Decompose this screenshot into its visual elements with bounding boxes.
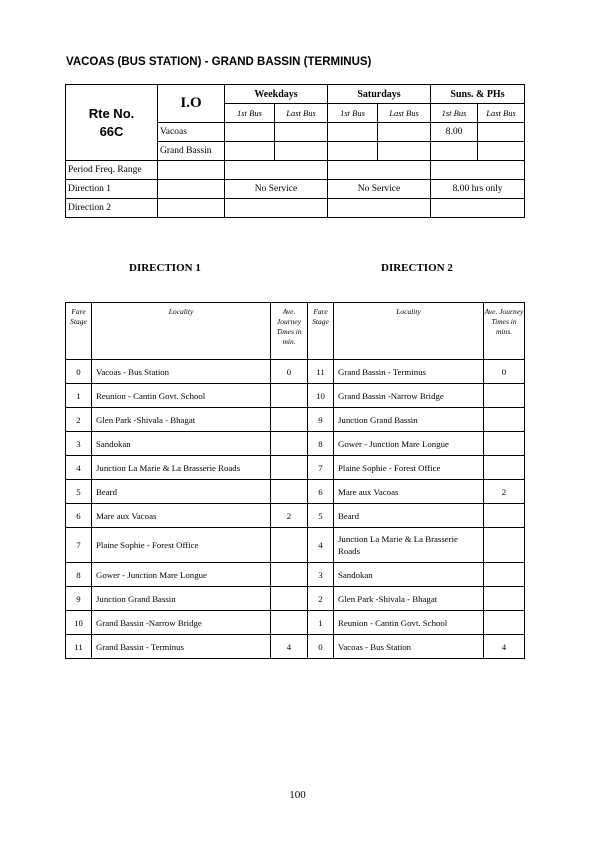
locality-cell: Sandokan <box>334 563 484 587</box>
time-cell <box>275 142 328 161</box>
locality-cell: Grand Bassin - Terminus <box>92 635 271 659</box>
table-row <box>66 408 525 432</box>
locality-cell: Junction La Marie & La Brasserie Roads <box>334 528 484 563</box>
fare-stage-cell: 3 <box>66 432 92 456</box>
fare-stage-cell: 5 <box>66 480 92 504</box>
fare-stage-cell: 2 <box>66 408 92 432</box>
table-row <box>66 384 525 408</box>
time-cell <box>378 123 431 142</box>
journey-time-cell <box>484 528 525 563</box>
empty-cell <box>158 180 225 199</box>
fare-stage-cell: 7 <box>66 528 92 563</box>
time-cell <box>378 142 431 161</box>
empty-cell <box>225 161 328 180</box>
journey-time-cell: 2 <box>484 480 525 504</box>
weekdays-frequency <box>225 199 328 218</box>
fare-stage-cell: 11 <box>308 360 334 384</box>
time-cell <box>328 123 378 142</box>
fare-stage-table <box>65 302 525 659</box>
io-header: I.O <box>158 85 225 123</box>
locality-cell: Grand Bassin -Narrow Bridge <box>92 611 271 635</box>
direction-2-heading: DIRECTION 2 <box>381 262 453 274</box>
weekdays-header: Weekdays <box>225 85 328 104</box>
route-label: Rte No. <box>88 105 135 121</box>
last-bus-header: Last Bus <box>378 104 431 123</box>
journey-time-cell: 0 <box>271 360 308 384</box>
journey-time-cell <box>484 587 525 611</box>
saturdays-header: Saturdays <box>328 85 431 104</box>
locality-cell: Plaine Sophie - Forest Office <box>92 528 271 563</box>
table-row <box>66 611 525 635</box>
fare-stage-cell: 10 <box>308 384 334 408</box>
journey-time-cell <box>271 528 308 563</box>
suns-frequency: 8.00 hrs only <box>431 180 525 199</box>
locality-cell: Glen Park -Shivala - Bhagat <box>334 587 484 611</box>
journey-time-cell <box>271 587 308 611</box>
table-row <box>66 432 525 456</box>
first-bus-header: 1st Bus <box>328 104 378 123</box>
fare-stage-cell: 5 <box>308 504 334 528</box>
journey-time-cell: 4 <box>484 635 525 659</box>
empty-cell <box>158 161 225 180</box>
time-cell <box>275 123 328 142</box>
fare-stage-cell: 4 <box>308 528 334 563</box>
locality-cell: Mare aux Vacoas <box>334 480 484 504</box>
fare-stage-cell: 0 <box>308 635 334 659</box>
locality-cell: Junction Grand Bassin <box>92 587 271 611</box>
saturdays-frequency: No Service <box>328 180 431 199</box>
empty-cell <box>328 161 431 180</box>
fare-table-header <box>66 303 525 360</box>
table-row <box>66 480 525 504</box>
fare-stage-cell: 6 <box>66 504 92 528</box>
weekdays-frequency: No Service <box>225 180 328 199</box>
journey-time-cell <box>271 456 308 480</box>
journey-time-cell <box>484 611 525 635</box>
locality-cell: Vacoas - Bus Station <box>334 635 484 659</box>
fare-stage-cell: 0 <box>66 360 92 384</box>
direction-2-row <box>66 199 525 218</box>
table-row <box>66 360 525 384</box>
first-bus-header: 1st Bus <box>225 104 275 123</box>
fare-stage-cell: 11 <box>66 635 92 659</box>
locality-cell: Reunion - Cantin Govt. School <box>334 611 484 635</box>
journey-time-header: Ave. Journey Times in mins. <box>484 303 525 360</box>
period-row <box>66 161 525 180</box>
journey-time-cell: 2 <box>271 504 308 528</box>
fare-stage-cell: 9 <box>66 587 92 611</box>
fare-stage-cell: 10 <box>66 611 92 635</box>
suns-frequency <box>431 199 525 218</box>
page-number: 100 <box>289 789 306 801</box>
journey-time-cell <box>271 480 308 504</box>
time-cell <box>328 142 378 161</box>
table-row <box>66 635 525 659</box>
stop-name: Grand Bassin <box>158 142 225 161</box>
table-row <box>66 504 525 528</box>
fare-stage-cell: 1 <box>308 611 334 635</box>
journey-time-header: Ave. Journey Times in min. <box>271 303 308 360</box>
time-cell: 8.00 <box>431 123 478 142</box>
fare-stage-cell: 1 <box>66 384 92 408</box>
journey-time-cell: 0 <box>484 360 525 384</box>
locality-cell: Junction La Marie & La Brasserie Roads <box>92 456 271 480</box>
locality-cell: Reunion - Cantin Govt. School <box>92 384 271 408</box>
table-row <box>66 528 525 563</box>
time-cell <box>431 142 478 161</box>
direction-label: Direction 2 <box>66 199 158 218</box>
fare-stage-cell: 3 <box>308 563 334 587</box>
locality-header: Locality <box>334 303 484 360</box>
fare-stage-cell: 8 <box>66 563 92 587</box>
direction-label: Direction 1 <box>66 180 158 199</box>
fare-stage-cell: 9 <box>308 408 334 432</box>
journey-time-cell <box>484 384 525 408</box>
journey-time-cell <box>271 432 308 456</box>
journey-time-cell <box>271 384 308 408</box>
table-row <box>66 456 525 480</box>
locality-header: Locality <box>92 303 271 360</box>
journey-time-cell <box>484 432 525 456</box>
stop-name: Vacoas <box>158 123 225 142</box>
route-number-cell <box>66 85 158 161</box>
last-bus-header: Last Bus <box>478 104 525 123</box>
route-timetable <box>65 84 525 218</box>
fare-stage-cell: 4 <box>66 456 92 480</box>
period-label: Period Freq. Range <box>66 161 158 180</box>
fare-stage-header: Fare Stage <box>308 303 334 360</box>
first-bus-header: 1st Bus <box>431 104 478 123</box>
locality-cell: Grand Bassin -Narrow Bridge <box>334 384 484 408</box>
journey-time-cell: 4 <box>271 635 308 659</box>
journey-time-cell <box>484 408 525 432</box>
route-number: 66C <box>99 123 124 139</box>
journey-time-cell <box>271 611 308 635</box>
fare-stage-cell: 8 <box>308 432 334 456</box>
direction-1-row <box>66 180 525 199</box>
journey-time-cell <box>484 563 525 587</box>
time-cell <box>225 142 275 161</box>
journey-time-cell <box>271 563 308 587</box>
locality-cell: Vacoas - Bus Station <box>92 360 271 384</box>
page-title: VACOAS (BUS STATION) - GRAND BASSIN (TERMINUS) <box>66 56 372 68</box>
locality-cell: Gower - Junction Mare Longue <box>334 432 484 456</box>
locality-cell: Plaine Sophie - Forest Office <box>334 456 484 480</box>
empty-cell <box>158 199 225 218</box>
locality-cell: Grand Bassin - Terminus <box>334 360 484 384</box>
empty-cell <box>431 161 525 180</box>
direction-1-heading: DIRECTION 1 <box>129 262 201 274</box>
journey-time-cell <box>484 504 525 528</box>
suns-phs-header: Suns. & PHs <box>431 85 525 104</box>
table-row <box>66 563 525 587</box>
table-row <box>66 587 525 611</box>
locality-cell: Gower - Junction Mare Longue <box>92 563 271 587</box>
locality-cell: Beard <box>334 504 484 528</box>
locality-cell: Glen Park -Shivala - Bhagat <box>92 408 271 432</box>
fare-stage-cell: 6 <box>308 480 334 504</box>
locality-cell: Sandokan <box>92 432 271 456</box>
time-cell <box>225 123 275 142</box>
journey-time-cell <box>271 408 308 432</box>
fare-stage-cell: 2 <box>308 587 334 611</box>
last-bus-header: Last Bus <box>275 104 328 123</box>
locality-cell: Junction Grand Bassin <box>334 408 484 432</box>
time-cell <box>478 123 525 142</box>
saturdays-frequency <box>328 199 431 218</box>
locality-cell: Beard <box>92 480 271 504</box>
fare-stage-cell: 7 <box>308 456 334 480</box>
fare-stage-header: Fare Stage <box>66 303 92 360</box>
locality-cell: Mare aux Vacoas <box>92 504 271 528</box>
time-cell <box>478 142 525 161</box>
journey-time-cell <box>484 456 525 480</box>
